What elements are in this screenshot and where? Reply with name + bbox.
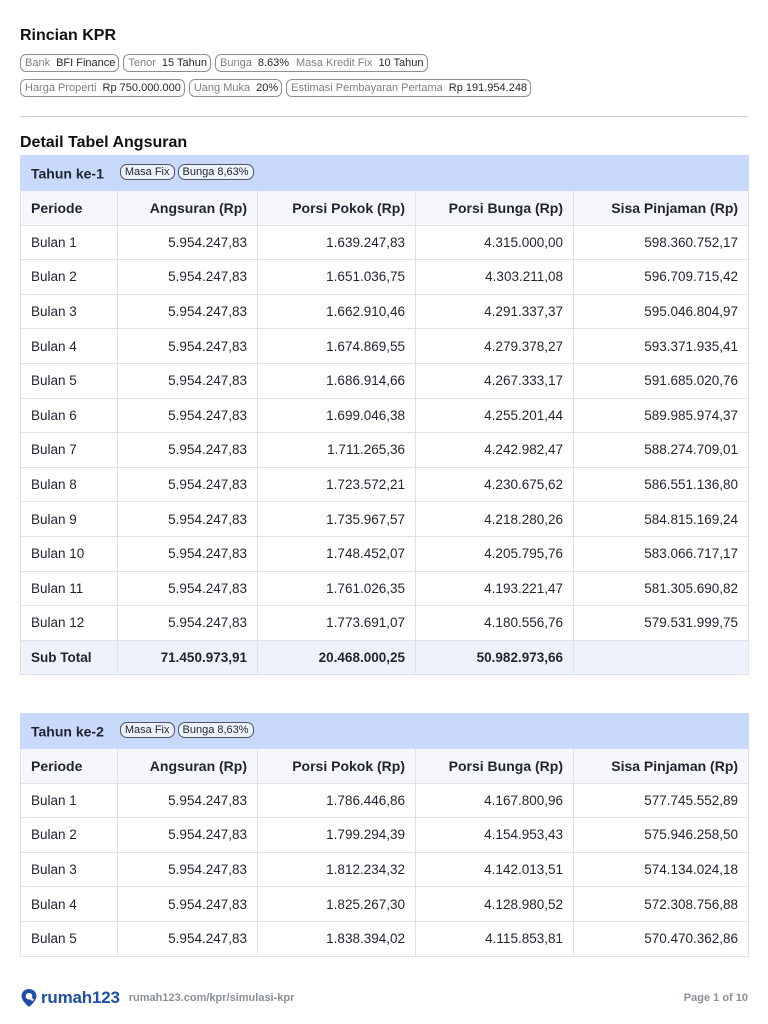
- table-cell: 4.167.800,96: [416, 783, 574, 818]
- table-cell: Bulan 4: [21, 329, 118, 364]
- column-header-row: [21, 191, 749, 226]
- logo-text: rumah123: [41, 988, 120, 1007]
- table-cell: 4.242.982,47: [416, 433, 574, 468]
- table-cell: Bulan 7: [21, 433, 118, 468]
- chip-estimasi-pembayaran: Estimasi Pembayaran Pertama Rp 191.954.248: [286, 79, 531, 97]
- table-cell: 4.255.201,44: [416, 398, 574, 433]
- table-cell: 574.134.024,18: [574, 852, 749, 887]
- table-cell: 5.954.247,83: [118, 571, 258, 606]
- column-header: Angsuran (Rp): [118, 191, 258, 226]
- table-cell: 4.180.556,76: [416, 606, 574, 641]
- table-cell: Bulan 2: [21, 818, 118, 853]
- year-header-row: [21, 156, 749, 191]
- table-cell: 1.735.967,57: [258, 502, 416, 537]
- table-cell: Bulan 12: [21, 606, 118, 641]
- table-cell: Bulan 1: [21, 783, 118, 818]
- year-header: [21, 156, 749, 191]
- table-cell: 1.699.046,38: [258, 398, 416, 433]
- table-cell: 5.954.247,83: [118, 502, 258, 537]
- table-cell: 584.815.169,24: [574, 502, 749, 537]
- subtotal-cell: [574, 640, 749, 675]
- column-header: Porsi Pokok (Rp): [258, 191, 416, 226]
- table-cell: Bulan 10: [21, 536, 118, 571]
- table-cell: 1.786.446,86: [258, 783, 416, 818]
- year-chip: Masa Fix: [120, 164, 175, 180]
- table-cell: Bulan 1: [21, 225, 118, 260]
- rumah123-logo[interactable]: [20, 988, 120, 1008]
- table-cell: Bulan 11: [21, 571, 118, 606]
- subtotal-row: [21, 640, 749, 675]
- table-cell: 4.142.013,51: [416, 852, 574, 887]
- column-header-row: [21, 749, 749, 784]
- table-row: [21, 433, 749, 468]
- table-cell: 591.685.020,76: [574, 363, 749, 398]
- page-title: Rincian KPR: [20, 27, 117, 44]
- table-cell: 593.371.935,41: [574, 329, 749, 364]
- location-pin-icon: [20, 988, 38, 1008]
- section-title: Detail Tabel Angsuran: [20, 134, 188, 151]
- table-cell: 598.360.752,17: [574, 225, 749, 260]
- table-row: [21, 329, 749, 364]
- table-cell: 4.230.675,62: [416, 467, 574, 502]
- table-row: [21, 260, 749, 295]
- table-cell: 4.315.000,00: [416, 225, 574, 260]
- table-row: [21, 294, 749, 329]
- column-header: Periode: [21, 749, 118, 784]
- table-cell: 570.470.362,86: [574, 921, 749, 956]
- table-cell: 1.662.910,46: [258, 294, 416, 329]
- table-cell: 1.686.914,66: [258, 363, 416, 398]
- table-cell: 5.954.247,83: [118, 921, 258, 956]
- footer: [20, 988, 748, 1008]
- table-cell: 579.531.999,75: [574, 606, 749, 641]
- table-row: [21, 606, 749, 641]
- table-row: [21, 852, 749, 887]
- table-cell: 4.279.378,27: [416, 329, 574, 364]
- table-cell: 1.711.265,36: [258, 433, 416, 468]
- table-cell: 1.799.294,39: [258, 818, 416, 853]
- table-cell: 589.985.974,37: [574, 398, 749, 433]
- table-row: [21, 887, 749, 922]
- table-cell: 1.838.394,02: [258, 921, 416, 956]
- table-cell: 575.946.258,50: [574, 818, 749, 853]
- installment-table-year-2: [20, 713, 749, 957]
- table-cell: 5.954.247,83: [118, 329, 258, 364]
- table-cell: 4.154.953,43: [416, 818, 574, 853]
- table-cell: Bulan 9: [21, 502, 118, 537]
- table-cell: 572.308.756,88: [574, 887, 749, 922]
- chip-uang-muka: Uang Muka 20%: [189, 79, 282, 97]
- footer-url[interactable]: rumah123.com/kpr/simulasi-kpr: [128, 992, 295, 1004]
- table-cell: 583.066.717,17: [574, 536, 749, 571]
- table-cell: 595.046.804,97: [574, 294, 749, 329]
- table-cell: Bulan 5: [21, 363, 118, 398]
- table-cell: 577.745.552,89: [574, 783, 749, 818]
- table-cell: 5.954.247,83: [118, 260, 258, 295]
- table-cell: 4.291.337,37: [416, 294, 574, 329]
- year-label: Tahun ke-2: [31, 723, 104, 740]
- table-row: [21, 536, 749, 571]
- table-cell: Bulan 3: [21, 852, 118, 887]
- table-cell: 5.954.247,83: [118, 852, 258, 887]
- subtotal-cell: 71.450.973,91: [118, 640, 258, 675]
- column-header: Porsi Bunga (Rp): [416, 191, 574, 226]
- table-row: [21, 363, 749, 398]
- page-number: Page 1 of 10: [683, 992, 748, 1004]
- table-row: [21, 571, 749, 606]
- subtotal-cell: 20.468.000,25: [258, 640, 416, 675]
- table-cell: 5.954.247,83: [118, 818, 258, 853]
- table-cell: 1.761.026,35: [258, 571, 416, 606]
- table-cell: Bulan 6: [21, 398, 118, 433]
- table-row: [21, 398, 749, 433]
- table-cell: 1.825.267,30: [258, 887, 416, 922]
- table-row: [21, 502, 749, 537]
- year-chip: Bunga 8,63%: [178, 722, 254, 738]
- table-cell: 588.274.709,01: [574, 433, 749, 468]
- year-chip: Masa Fix: [120, 722, 175, 738]
- table-cell: 5.954.247,83: [118, 398, 258, 433]
- table-cell: Bulan 5: [21, 921, 118, 956]
- chip-tenor: Tenor 15 Tahun: [123, 54, 211, 72]
- year-chip: Bunga 8,63%: [178, 164, 254, 180]
- table-cell: 5.954.247,83: [118, 433, 258, 468]
- table-cell: 1.639.247,83: [258, 225, 416, 260]
- table-row: [21, 225, 749, 260]
- chip-bunga: Bunga 8.63% Masa Kredit Fix 10 Tahun: [215, 54, 428, 72]
- table-cell: 4.218.280,26: [416, 502, 574, 537]
- column-header: Porsi Pokok (Rp): [258, 749, 416, 784]
- table-cell: 1.748.452,07: [258, 536, 416, 571]
- summary-chips-row-1: [20, 54, 428, 72]
- column-header: Sisa Pinjaman (Rp): [574, 749, 749, 784]
- summary-chips-row-2: [20, 79, 531, 97]
- column-header: Sisa Pinjaman (Rp): [574, 191, 749, 226]
- table-row: [21, 467, 749, 502]
- table-cell: 1.651.036,75: [258, 260, 416, 295]
- year-label: Tahun ke-1: [31, 165, 104, 182]
- year-header: [21, 714, 749, 749]
- table-cell: 5.954.247,83: [118, 887, 258, 922]
- table-cell: 1.812.234,32: [258, 852, 416, 887]
- table-cell: 5.954.247,83: [118, 363, 258, 398]
- table-cell: 5.954.247,83: [118, 225, 258, 260]
- table-cell: Bulan 8: [21, 467, 118, 502]
- table-cell: 4.267.333,17: [416, 363, 574, 398]
- year-header-row: [21, 714, 749, 749]
- table-cell: 4.128.980,52: [416, 887, 574, 922]
- table-cell: 1.674.869,55: [258, 329, 416, 364]
- installment-table-year-1: [20, 155, 749, 675]
- chip-bank: Bank BFI Finance: [20, 54, 119, 72]
- table-row: [21, 921, 749, 956]
- table-cell: 581.305.690,82: [574, 571, 749, 606]
- table-cell: 5.954.247,83: [118, 536, 258, 571]
- table-cell: 4.205.795,76: [416, 536, 574, 571]
- table-cell: 4.303.211,08: [416, 260, 574, 295]
- table-cell: 5.954.247,83: [118, 294, 258, 329]
- table-row: [21, 783, 749, 818]
- table-cell: 1.773.691,07: [258, 606, 416, 641]
- subtotal-cell: 50.982.973,66: [416, 640, 574, 675]
- table-cell: Bulan 2: [21, 260, 118, 295]
- table-cell: 5.954.247,83: [118, 783, 258, 818]
- table-cell: 596.709.715,42: [574, 260, 749, 295]
- table-cell: Bulan 3: [21, 294, 118, 329]
- table-cell: 1.723.572,21: [258, 467, 416, 502]
- table-cell: 4.193.221,47: [416, 571, 574, 606]
- divider: [20, 116, 748, 117]
- table-row: [21, 818, 749, 853]
- table-cell: 4.115.853,81: [416, 921, 574, 956]
- column-header: Angsuran (Rp): [118, 749, 258, 784]
- subtotal-cell: Sub Total: [21, 640, 118, 675]
- column-header: Porsi Bunga (Rp): [416, 749, 574, 784]
- table-cell: 586.551.136,80: [574, 467, 749, 502]
- table-cell: 5.954.247,83: [118, 606, 258, 641]
- chip-harga-properti: Harga Properti Rp 750.000.000: [20, 79, 185, 97]
- column-header: Periode: [21, 191, 118, 226]
- table-cell: 5.954.247,83: [118, 467, 258, 502]
- table-cell: Bulan 4: [21, 887, 118, 922]
